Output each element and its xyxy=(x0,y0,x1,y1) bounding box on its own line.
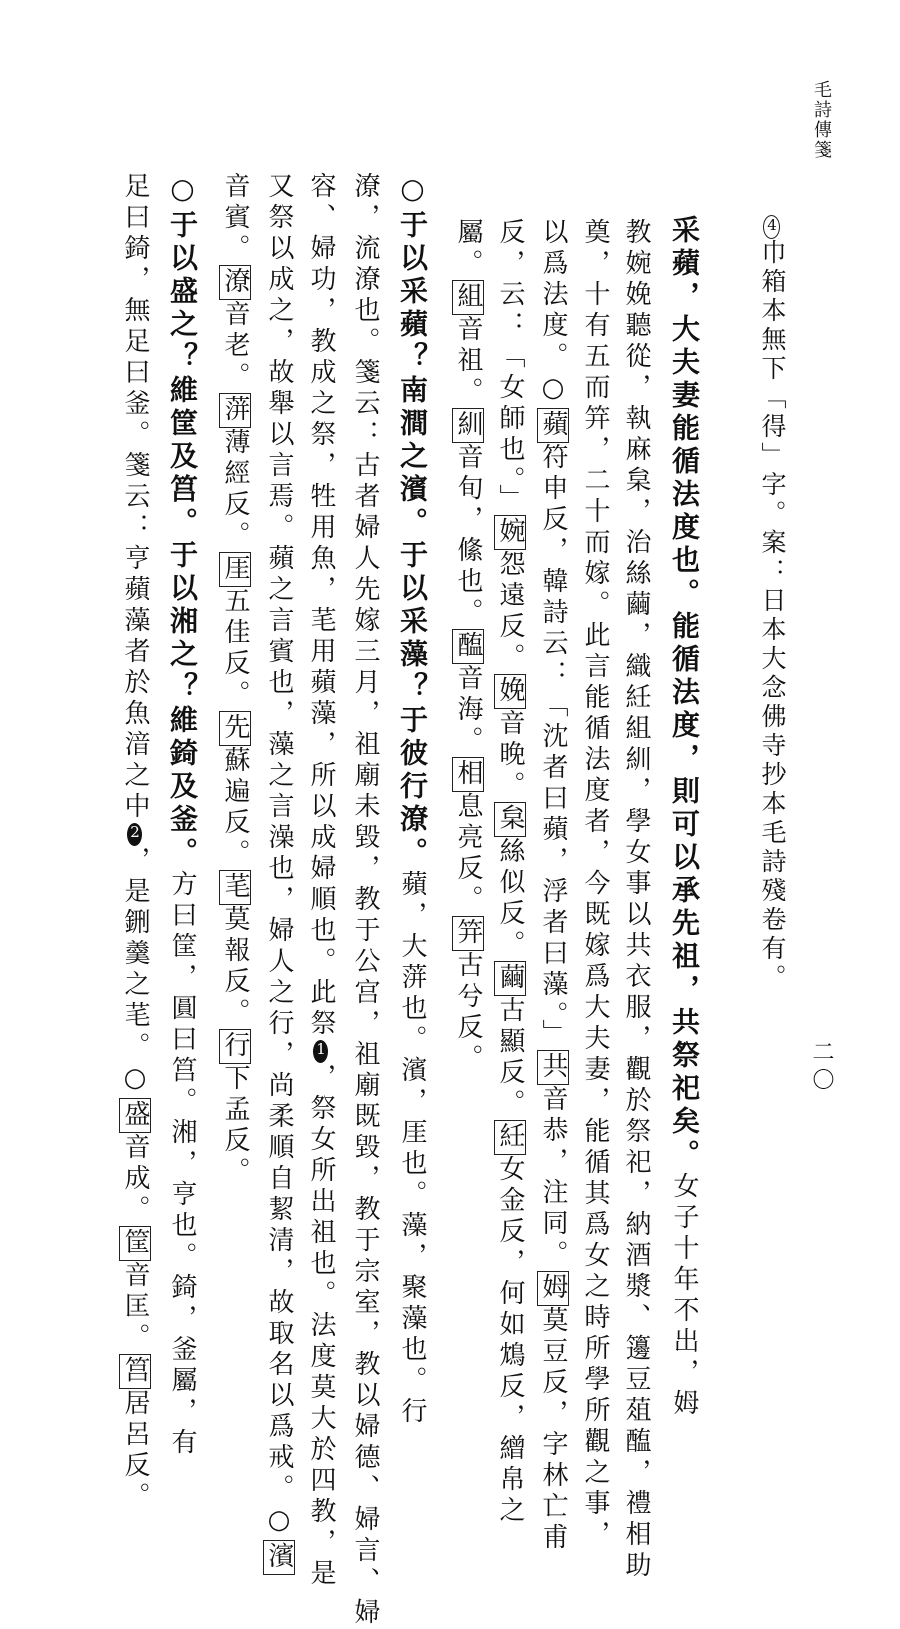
annotation: 五佳反。 xyxy=(220,587,250,711)
text-column-1 xyxy=(668,215,701,1420)
gloss-character: 蘋 xyxy=(538,410,568,441)
gloss-character: 筥 xyxy=(120,1356,150,1387)
poem-stanza: ○于以盛之？維筐及筥。于以湘之？維錡及釜。 xyxy=(166,172,199,870)
annotation: 音匡。 xyxy=(120,1261,150,1354)
text-column-11 xyxy=(222,172,248,1188)
annotation: 音旬，絛也。 xyxy=(453,443,483,629)
commentary: ，祭女所出祖也。法度莫大於四教，是 xyxy=(306,1063,336,1590)
gloss-character: 枲 xyxy=(495,804,525,835)
gloss-character: 盛 xyxy=(120,1100,150,1131)
annotation: 怨遠反。 xyxy=(495,550,525,674)
annotation: 音海。 xyxy=(453,664,483,757)
text-column-7 xyxy=(396,172,429,1428)
annotation: 居呂反。 xyxy=(120,1389,150,1513)
poem-preface: 采蘋，大夫妻能循法度也。能循法度，則可以承先祖，共祭祀矣。 xyxy=(668,215,701,1172)
text-column-4 xyxy=(540,218,566,1554)
gloss-character: 醢 xyxy=(453,631,483,662)
annotation: 音恭，注同。 xyxy=(538,1085,568,1271)
commentary: 潦，流潦也。箋云：古者婦人先嫁三月，祖廟未毀，教于公宫，祖廟既毀，教于宗室，教以婦德、婦言、婦 xyxy=(350,172,380,1629)
annotation: 古兮反。 xyxy=(453,951,483,1075)
gloss-character: 組 xyxy=(453,282,483,313)
text-column-2 xyxy=(623,218,649,1582)
gloss-character: 紝 xyxy=(495,1122,525,1153)
annotation: 以爲法度。○ xyxy=(538,218,568,408)
gloss-character: 芼 xyxy=(220,872,250,903)
text-column-10 xyxy=(266,172,292,1575)
commentary: 方曰筐，圓曰筥。湘，亨也。錡，釜屬，有 xyxy=(167,870,197,1459)
gloss-character: 先 xyxy=(220,713,250,744)
annotation: 屬。 xyxy=(453,218,483,280)
commentary: 又祭以成之，故舉以言焉。蘋之言賓也，藻之言澡也，婦人之行，尚柔順自絜清，故取名以爲戒。○ xyxy=(264,172,294,1540)
annotation: 反，云：「女師也。」 xyxy=(495,218,525,515)
commentary: 容、婦功，教成之祭，牲用魚，芼用蘋藻，所以成婦順也。此祭 xyxy=(306,172,336,1040)
note-marker: 1 xyxy=(312,1040,330,1063)
gloss-character: 筐 xyxy=(120,1228,150,1259)
note-marker: 2 xyxy=(126,823,144,846)
book-title-text: 毛詩傳箋 xyxy=(811,80,832,160)
annotation: 絲似反。 xyxy=(495,837,525,961)
annotation: 古顯反。 xyxy=(495,996,525,1120)
gloss-character: 濱 xyxy=(264,1542,294,1573)
commentary: ，是鉶羹之芼。○ xyxy=(120,846,150,1098)
gloss-character: 蓱 xyxy=(220,395,250,426)
footnote xyxy=(760,215,785,993)
annotation: 音老。 xyxy=(220,300,250,393)
annotation: 符申反，韓詩云：「沈者曰蘋，浮者曰藻。」 xyxy=(538,443,568,1050)
book-title xyxy=(812,80,830,160)
annotation: 息亮反。 xyxy=(453,792,483,916)
gloss-character: 潦 xyxy=(220,267,250,298)
gloss-character: 行 xyxy=(220,1031,250,1062)
gloss-character: 笄 xyxy=(453,918,483,949)
commentary: 奠，十有五而笄，二十而嫁。此言能循法度者，今既嫁爲大夫妻，能循其爲女之時所學所觀之事， xyxy=(580,218,610,1551)
gloss-character: 厓 xyxy=(220,554,250,585)
gloss-character: 相 xyxy=(453,759,483,790)
annotation: 音祖。 xyxy=(453,315,483,408)
text-column-9 xyxy=(308,172,334,1590)
footnote-text: 巾箱本無下「得」字。案：日本大念佛寺抄本毛詩殘卷有。 xyxy=(758,239,787,993)
poem-stanza: ○于以采蘋？南澗之濱。于以采藻？于彼行潦。 xyxy=(396,172,429,870)
annotation: 音晚。 xyxy=(495,709,525,802)
gloss-character: 繭 xyxy=(495,963,525,994)
annotation: 音賓。 xyxy=(220,172,250,265)
text-column-3 xyxy=(582,218,608,1551)
gloss-character: 姆 xyxy=(538,1273,568,1304)
annotation: 下孟反。 xyxy=(220,1064,250,1188)
gloss-character: 共 xyxy=(538,1052,568,1083)
commentary: 蘋，大蓱也。濱，厓也。藻，聚藻也。行 xyxy=(397,870,427,1428)
text-column-6 xyxy=(455,218,481,1075)
footnote-marker: 4 xyxy=(763,216,781,238)
annotation: 薄經反。 xyxy=(220,428,250,552)
annotation: 莫報反。 xyxy=(220,905,250,1029)
text-column-5 xyxy=(497,218,523,1527)
annotation: 音成。 xyxy=(120,1133,150,1226)
gloss-character: 娩 xyxy=(495,676,525,707)
text-column-8 xyxy=(352,172,378,1629)
text-column-12 xyxy=(166,172,199,1459)
commentary: 女子十年不出，姆 xyxy=(669,1172,699,1420)
gloss-character: 紃 xyxy=(453,410,483,441)
page-number-text: 二〇 xyxy=(809,1040,834,1096)
page-number xyxy=(806,1040,837,1096)
annotation: 莫豆反，字林亡甫 xyxy=(538,1306,568,1554)
annotation: 女金反，何如鴆反，繒帛之 xyxy=(495,1155,525,1527)
commentary: 教婉娩聽從，執麻枲，治絲繭，織紝組紃，學女事以共衣服，觀於祭祀，納酒漿、籩豆葅醢，禮相助 xyxy=(621,218,651,1582)
gloss-character: 婉 xyxy=(495,517,525,548)
annotation: 蘇遍反。 xyxy=(220,746,250,870)
commentary: 足曰錡，無足曰釜。箋云：亨蘋藻者於魚湆之中 xyxy=(120,172,150,823)
